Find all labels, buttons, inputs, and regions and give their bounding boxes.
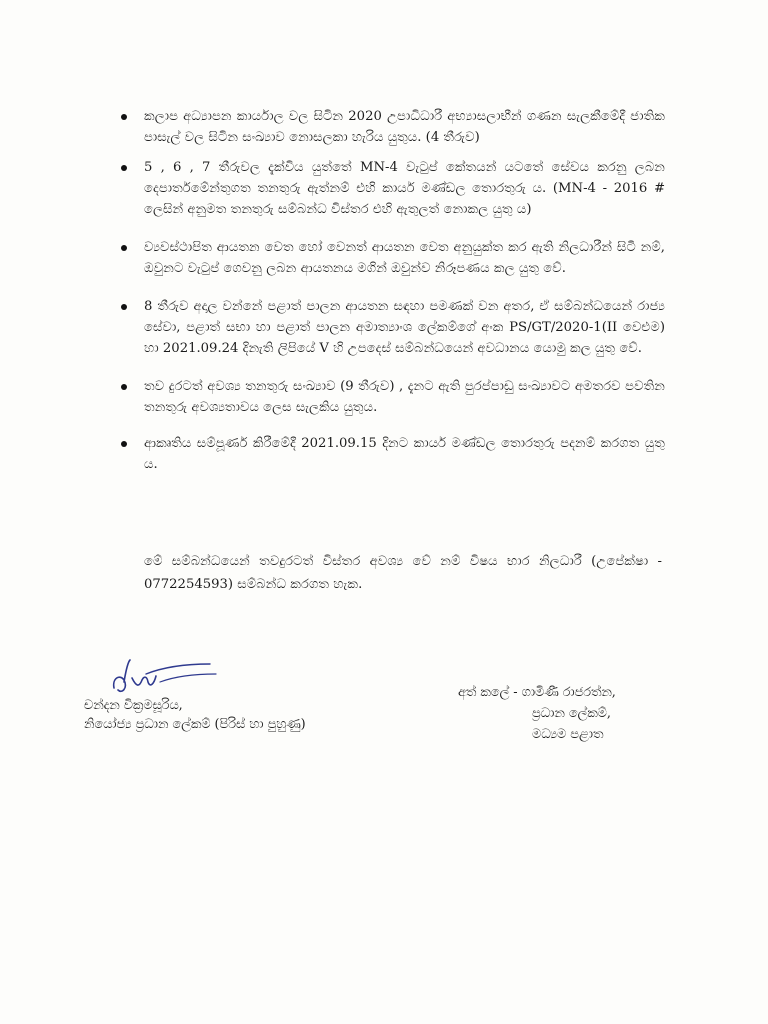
instruction-item: තව දුරටත් අවශ්‍ය තනතුරු සංඛ්‍යාව (9 තීරුව) , දැනට ඇති පුරප්පාඩු සංඛ්‍යාවට අමතරව පවතින තනතුරු අවශ්‍යතාවය ලෙස සැලකිය යුතුය.: [120, 376, 665, 418]
left-signatory-title: නියෝජ්‍ය ප්‍රධාන ලේකම් (පිරිස් හා පුහුණු): [84, 717, 306, 732]
right-signatory-name: අත් කලේ - ගාමිණී රාජරත්න,: [458, 685, 616, 700]
right-signatory-title: ප්‍රධාන ලේකම්,: [532, 706, 611, 721]
closing-paragraph: මේ සම්බන්ධයෙන් තවදුරටත් විස්තර අවශ්‍ය වේ නම් විෂය භාර නිලධාරී (උපේක්ෂා - 0772254593) සම්බන්ධ කරගත හැක.: [144, 554, 662, 592]
left-signatory-block: [84, 696, 306, 734]
instruction-item: 8 තීරුව අදාල වන්නේ පළාත් පාලන ආයතන සඳහා පමණක් වන අතර, ඒ සම්බන්ධයෙන් රාජ්‍ය සේවා, පළාත් සභා හා පළාත් පාලන අමාත්‍යාංශ ලේකම්ගේ අංක PS/GT/2020-1(II වෙළුම) හා 2021.09.24 දිනැති ලිපියේ V හි උපදෙස් සම්බන්ධයෙන් අවධානය යොමු කල යුතු වේ.: [120, 296, 665, 359]
instruction-item: 5 , 6 , 7 තීරුවල දැක්විය යුත්තේ MN-4 වැටුප් කේතයන් යටතේ සේවය කරනු ලබන දෙපාර්තමේන්තුගත තනතුරු ඇත්නම් එහි කාර්ය මණ්ඩල තොරතුරු ය. (MN-4 - 2016 # ලෙසින් අනුමත තනතුරු සම්බන්ධ විස්තර එහි ඇතුලත් නොකල යුතු ය): [120, 157, 665, 220]
instruction-item: කලාප අධ්‍යාපන කාර්යාල වල සිටින 2020 උපාධිධාරී අභ්‍යාසලාභීන් ගණන සැලකීමේදී ජාතික පාසැල් වල සිටින සංඛ්‍යාව නොසලකා හැරිය යුතුය. (4 තීරුව): [120, 106, 665, 148]
right-signatory-block: [458, 682, 616, 745]
handwritten-signature: [106, 652, 226, 700]
right-signatory-office: මධ්‍යම පළාත: [532, 727, 604, 742]
instruction-item: ආකෘතිය සම්පූර්ණ කිරීමේදී 2021.09.15 දිනට කාර්ය මණ්ඩල තොරතුරු පදනම් කරගත යුතු ය.: [120, 433, 665, 475]
instruction-list: [120, 106, 665, 475]
left-signatory-name: චන්දන වික්‍රමසූරිය,: [84, 698, 183, 713]
instruction-item: ව්‍යවස්ථාපිත ආයතන වෙත හෝ වෙනත් ආයතන වෙත අනුයුක්ත කර ඇති නිලධාරීන් සිටී නම්, ඔවුනට වැටුප් ගෙවනු ලබන ආයතනය මගින් ඔවුන්ව නිරූපණය කල යුතු වේ.: [120, 237, 665, 279]
